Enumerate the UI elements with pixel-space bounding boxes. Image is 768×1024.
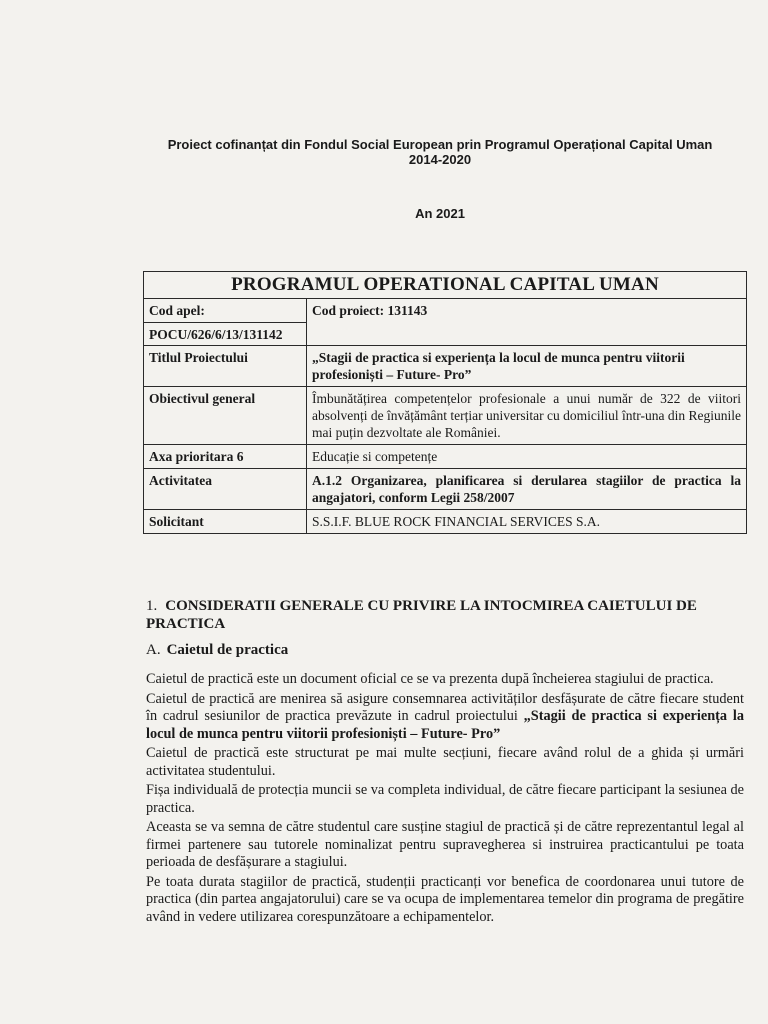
table-row <box>144 469 747 510</box>
body-text <box>146 671 744 928</box>
cod-proiect-value: Cod proiect: 131143 <box>307 299 747 346</box>
cod-apel-value: POCU/626/6/13/131142 <box>144 322 306 343</box>
table-row <box>144 510 747 534</box>
paragraph: Caietul de practică este structurat pe mai multe secțiuni, fiecare având rolul de a ghida și urmări activitatea studentului. <box>146 745 744 779</box>
subsection-heading <box>146 642 288 659</box>
subsection-letter: A. <box>146 642 161 658</box>
cod-apel-label: Cod apel: <box>149 303 205 318</box>
table-title: PROGRAMUL OPERATIONAL CAPITAL UMAN <box>144 272 747 299</box>
axis-value: Educație si competențe <box>307 445 747 469</box>
row-label: Titlul Proiectului <box>144 346 307 387</box>
table-row <box>144 299 747 346</box>
row-label: Solicitant <box>144 510 307 534</box>
paragraph-bold-text: „Stagii de practica si experiența la locul de munca pentru viitorii profesioniști – Future- Pro” <box>146 708 744 742</box>
table-row <box>144 387 747 445</box>
paragraph: Aceasta se va semna de către studentul care susține stagiul de practică și de către reprezentantul legal al firmei partenere sau tutorele nominalizat pentru supravegherea si instruirea practicantului pe toata perioada de desfășurare a stagiului. <box>146 819 744 870</box>
activity-value: A.1.2 Organizarea, planificarea si derularea stagiilor de practica la angajatori, conform Legii 258/2007 <box>307 469 747 510</box>
row-label: Activitatea <box>144 469 307 510</box>
paragraph: Pe toata durata stagiilor de practică, studenții practicanți vor benefica de coordonarea unui tutore de practica (din partea angajatorului) care se va ocupa de implementarea temelor din programa de pregătire având in vedere utilizarea corespunzătoare a echipamentelor. <box>146 873 744 925</box>
row-label: Axa prioritara 6 <box>144 445 307 469</box>
header-funding-line: Proiect cofinanțat din Fondul Social European prin Programul Operațional Capital Uman <box>167 137 713 152</box>
section-title-text: CONSIDERATII GENERALE CU PRIVIRE LA INTOCMIREA CAIETULUI DE PRACTICA <box>146 598 697 632</box>
table-row <box>144 346 747 387</box>
section-heading <box>146 597 746 633</box>
paragraph-text: Caietul de practică are menirea să asigure consemnarea activităților desfășurate de către fiecare student în cadrul sesiunilor de practica prevăzute in cadrul proiectului <box>146 690 744 724</box>
paragraph: Fișa individuală de protecția muncii se va completa individual, de către fiecare participant la sesiunea de practica. <box>146 782 744 816</box>
header-period: 2014-2020 <box>408 152 472 167</box>
objective-value: Îmbunătățirea competențelor profesionale a unui număr de 322 de viitori absolvenți de învățământ terțiar universitar cu domiciliul într-una din Regiunile mai puțin dezvoltate ale României. <box>307 387 747 445</box>
table-row <box>144 445 747 469</box>
applicant-value: S.S.I.F. BLUE ROCK FINANCIAL SERVICES S.A. <box>307 510 747 534</box>
table-title-row <box>144 272 747 299</box>
paragraph <box>146 691 744 744</box>
cod-apel-cell <box>144 299 307 346</box>
section-number: 1. <box>146 598 158 614</box>
paragraph: Caietul de practică este un document oficial ce se va prezenta după încheierea stagiului de practica. <box>146 671 714 687</box>
subsection-title-text: Caietul de practica <box>166 642 289 658</box>
header-year: An 2021 <box>415 206 465 221</box>
project-info-table <box>143 271 747 534</box>
row-label: Obiectivul general <box>144 387 307 445</box>
project-title-value: „Stagii de practica si experiența la locul de munca pentru viitorii profesioniști – Future- Pro” <box>307 346 747 387</box>
